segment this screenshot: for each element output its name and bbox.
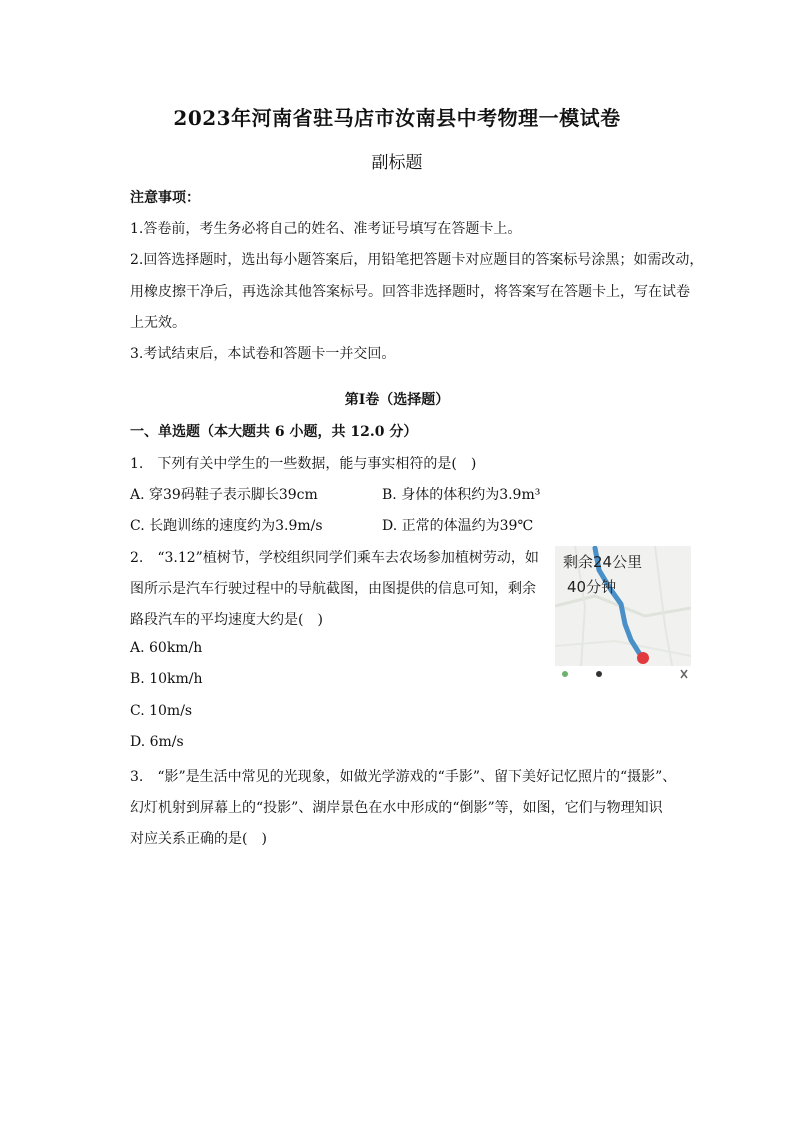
part-title: 一、单选题（本大题共 6 小题，共 12.0 分） (130, 424, 418, 440)
question-2-line-3: 路段汽车的平均速度大约是( ) (130, 612, 323, 628)
question-3-line-1: 3. “影”是生活中常见的光现象，如做光学游戏的“手影”、留下美好记忆照片的“摄影”、 (130, 769, 677, 785)
notice-heading: 注意事项： (130, 190, 200, 206)
destination-marker (637, 652, 649, 664)
navigation-map-image (555, 546, 691, 682)
question-2-option-b: B. 10km/h (130, 671, 203, 687)
question-3-line-2: 幻灯机射到屏幕上的“投影”、湖岸景色在水中形成的“倒影”等，如图，它们与物理知识 (130, 800, 663, 816)
question-2-line-2: 图所示是汽车行驶过程中的导航截图，由图提供的信息可知，剩余 (130, 581, 536, 597)
question-2-option-c: C. 10m/s (130, 703, 193, 719)
question-2-option-d: D. 6m/s (130, 734, 184, 750)
question-1-option-b: B. 身体的体积约为3.9m³ (382, 487, 541, 503)
section-title: 第Ⅰ卷（选择题） (344, 392, 450, 408)
question-1-stem: 1. 下列有关中学生的一些数据，能与事实相符的是( ) (130, 456, 477, 472)
question-2-option-a: A. 60km/h (130, 640, 203, 656)
remaining-time-label: 40分钟 (567, 578, 617, 596)
question-3-line-3: 对应关系正确的是( ) (130, 831, 267, 847)
notice-item-2-line-3: 上无效。 (130, 315, 186, 331)
page-subtitle: 副标题 (371, 153, 423, 173)
question-1-option-c: C. 长跑训练的速度约为3.9m/s (130, 518, 323, 534)
notice-item-3: 3.考试结束后，本试卷和答题卡一并交回。 (130, 346, 396, 362)
question-1-option-a: A. 穿39码鞋子表示脚长39cm (130, 487, 318, 503)
notice-item-1: 1.答卷前，考生务必将自己的姓名、准考证号填写在答题卡上。 (130, 221, 522, 237)
page-title: 2023年河南省驻马店市汝南县中考物理一模试卷 (173, 106, 621, 130)
question-2-line-1: 2. “3.12”植树节，学校组织同学们乘车去农场参加植树劳动，如 (130, 550, 539, 566)
notice-item-2-line-2: 用橡皮擦干净后，再选涂其他答案标号。回答非选择题时，将答案写在答题卡上，写在试卷 (130, 284, 690, 300)
question-1-option-d: D. 正常的体温约为39℃ (382, 518, 534, 534)
remaining-distance-label: 剩余24公里 (563, 553, 643, 571)
notice-item-2-line-1: 2.回答选择题时，选出每小题答案后，用铅笔把答题卡对应题目的答案标号涂黑；如需改动， (130, 252, 704, 268)
